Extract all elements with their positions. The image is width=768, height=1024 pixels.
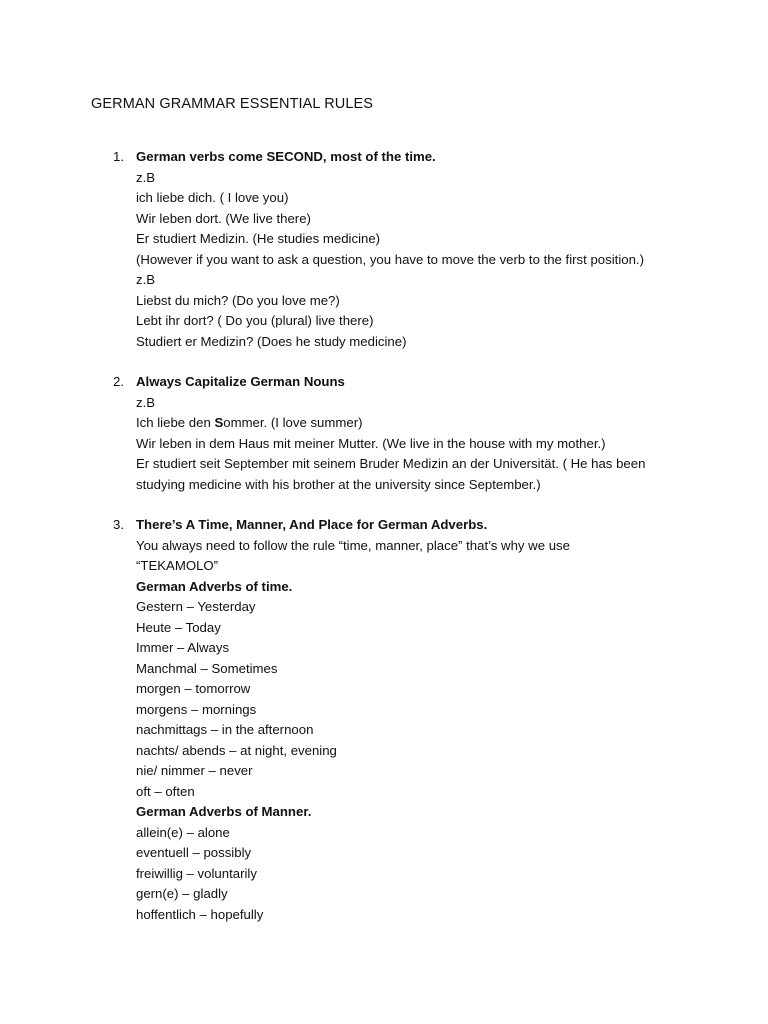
- vocab-item: eventuell – possibly: [136, 845, 252, 860]
- vocab-item: Immer – Always: [136, 640, 230, 655]
- document-title: GERMAN GRAMMAR ESSENTIAL RULES: [91, 96, 374, 112]
- example-text: ommer. (I love summer): [223, 415, 363, 430]
- example-label: z.B: [136, 394, 156, 410]
- example-text: Ich liebe den: [136, 415, 215, 430]
- example-label: z.B: [136, 169, 156, 185]
- example-label: z.B: [136, 272, 156, 287]
- vocab-item: gern(e) – gladly: [136, 886, 228, 901]
- capital-letter-highlight: S: [214, 415, 224, 430]
- section-body: [136, 372, 736, 495]
- list-number: 1.: [113, 149, 124, 164]
- section-heading: Always Capitalize German Nouns: [136, 374, 345, 389]
- section-body: [136, 515, 736, 925]
- vocab-item: freiwillig – voluntarily: [136, 865, 257, 881]
- example-line: [136, 413, 736, 434]
- section-body: [136, 147, 736, 352]
- vocab-item: nachts/ abends – at night, evening: [136, 742, 337, 758]
- vocab-item: nie/ nimmer – never: [136, 763, 253, 778]
- vocab-item: morgen – tomorrow: [136, 681, 251, 696]
- example-line: Wir leben in dem Haus mit meiner Mutter. (We live in the house with my mother.): [136, 435, 606, 451]
- vocab-item: Heute – Today: [136, 619, 221, 635]
- vocab-item: nachmittags – in the afternoon: [136, 722, 314, 737]
- list-number: 2.: [113, 374, 124, 389]
- subheading-manner: German Adverbs of Manner.: [136, 804, 312, 819]
- vocab-item: allein(e) – alone: [136, 824, 230, 840]
- vocab-item: Manchmal – Sometimes: [136, 660, 278, 676]
- example-line: Studiert er Medizin? (Does he study medicine): [136, 333, 407, 349]
- intro-paragraph: You always need to follow the rule “time, manner, place” that’s why we use “TEKAMOLO”: [136, 537, 570, 573]
- example-line: Er studiert Medizin. (He studies medicine): [136, 231, 381, 246]
- vocab-item: Gestern – Yesterday: [136, 599, 256, 614]
- section-heading: German verbs come SECOND, most of the time.: [136, 149, 436, 164]
- example-line: Liebst du mich? (Do you love me?): [136, 292, 340, 308]
- section-heading: There’s A Time, Manner, And Place for German Adverbs.: [136, 517, 488, 532]
- vocab-item: morgens – mornings: [136, 701, 257, 717]
- list-number: 3.: [113, 517, 124, 532]
- vocab-item: oft – often: [136, 783, 195, 799]
- subheading-time: German Adverbs of time.: [136, 578, 293, 594]
- note-line: (However if you want to ask a question, you have to move the verb to the first position.): [136, 251, 644, 267]
- example-line: Lebt ihr dort? ( Do you (plural) live there): [136, 313, 374, 328]
- example-line: Er studiert seit September mit seinem Bruder Medizin an der Universität. ( He has been studying medicine with his brother at the university since September.): [136, 456, 646, 492]
- example-line: Wir leben dort. (We live there): [136, 210, 311, 226]
- vocab-item: hoffentlich – hopefully: [136, 906, 264, 922]
- example-line: ich liebe dich. ( I love you): [136, 190, 289, 205]
